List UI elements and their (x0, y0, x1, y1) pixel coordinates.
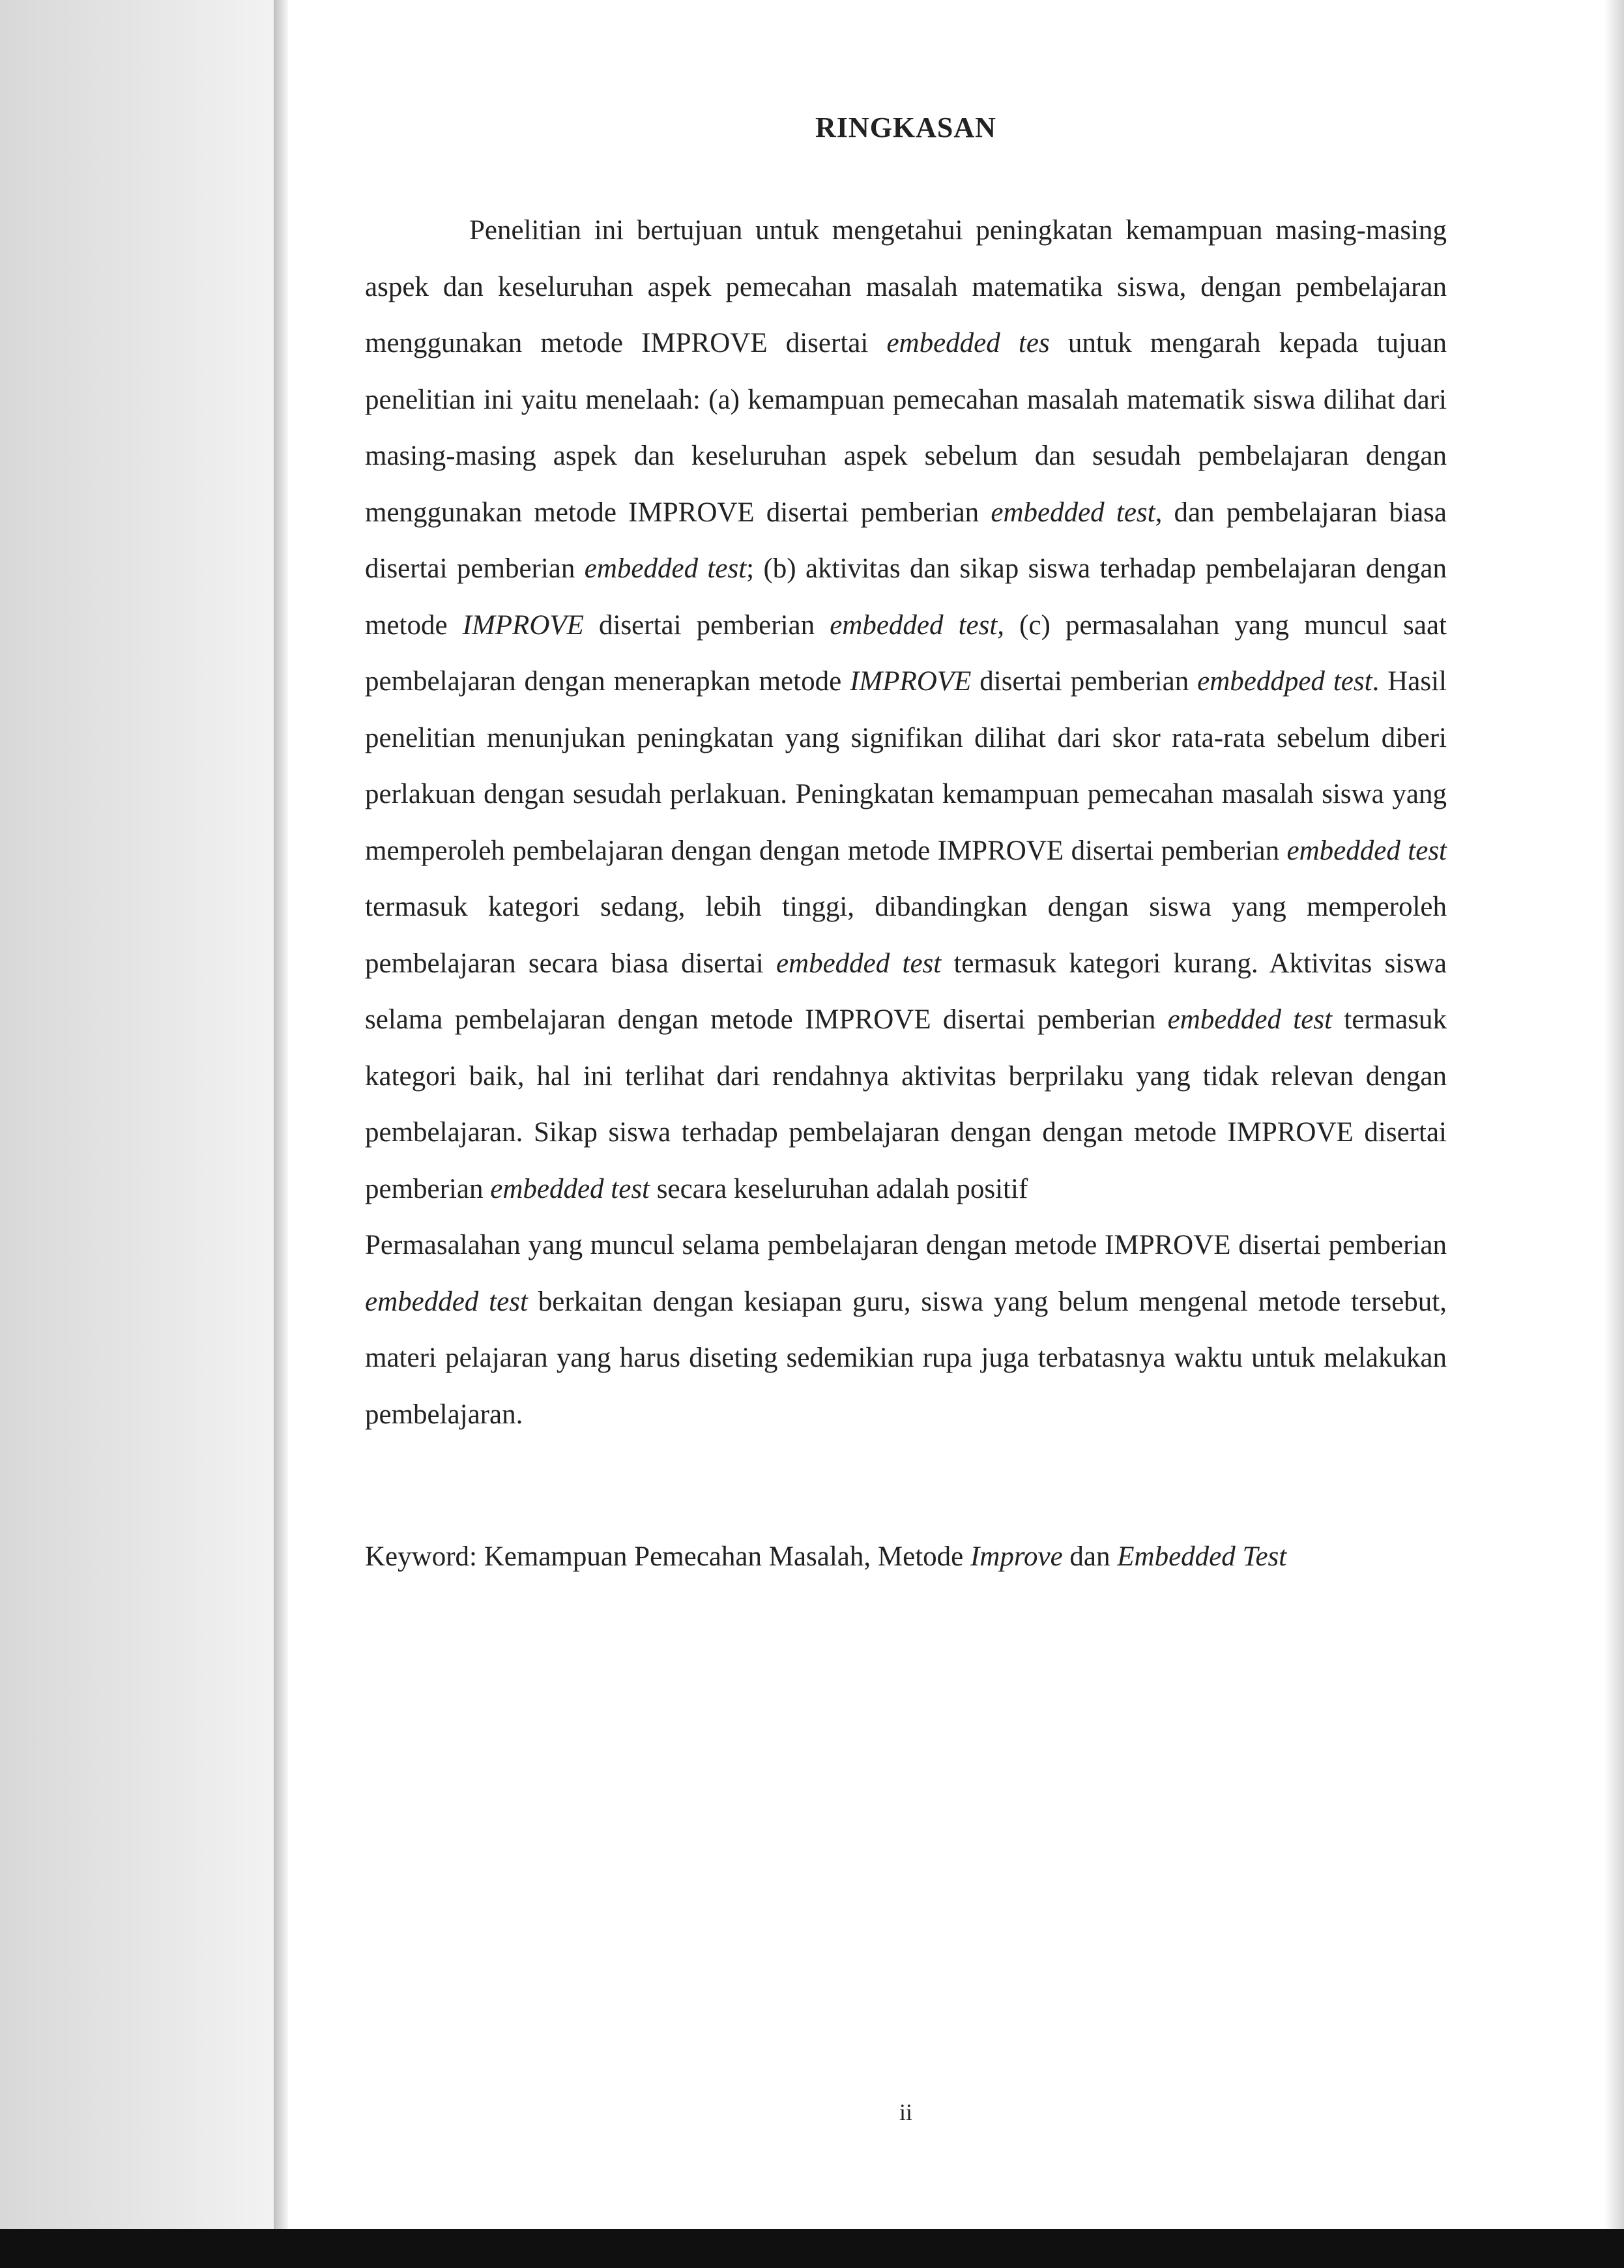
text-run: disertai pemberian (583, 609, 830, 641)
text-run: embedded test (776, 948, 942, 979)
keywords-text-2: dan (1062, 1541, 1118, 1572)
text-run: untuk mengarah kepada tujuan penelitian ini yaitu menelaah: (a) kemampuan pemecahan masalah matematik siswa dilihat dari masing-masing aspek dan keseluruhan aspek sebelum dan sesudah pembelajaran dengan menggunakan metode IMPROVE disertai pemberian (365, 328, 1447, 528)
text-run: embedded test (584, 553, 747, 584)
text-run: embedded test (365, 1286, 528, 1317)
text-run: (c) permasalahan yang muncul saat pembelajaran dengan menerapkan metode (365, 609, 1447, 697)
text-run: Penelitian ini bertujuan untuk mengetahui peningkatan kemampuan masing-masing aspek dan keseluruhan aspek pemecahan masalah matematika siswa, dengan pembelajaran menggunakan metode IMPROVE disertai (365, 215, 1447, 358)
scan-bottom-edge (0, 2229, 1624, 2268)
keywords-line (365, 1541, 1447, 1573)
text-run: termasuk kategori sedang, lebih tinggi, dibandingkan dengan siswa yang memperoleh pembelajaran secara biasa disertai (365, 892, 1447, 979)
text-run: . Hasil penelitian menunjukan peningkatan yang signifikan dilihat dari skor rata-rata sebelum diberi perlakuan dengan sesudah perlakuan. Peningkatan kemampuan pemecahan masalah siswa yang memperoleh pembelajaran dengan dengan metode IMPROVE disertai pemberian (365, 666, 1447, 866)
keywords-text-1: Kemampuan Pemecahan Masalah, Metode (476, 1541, 970, 1572)
abstract-body (365, 203, 1447, 1443)
text-run: secara keseluruhan adalah positif (650, 1173, 1028, 1204)
scan-right-edge (1604, 0, 1624, 2229)
keywords-italic-2: Embedded Test (1117, 1541, 1287, 1572)
text-run: embeddped test (1197, 666, 1372, 697)
text-run: IMPROVE (850, 666, 972, 697)
abstract-paragraph-2 (365, 1217, 1447, 1443)
text-run: embedded test, (830, 609, 1005, 641)
abstract-paragraph-1 (365, 203, 1447, 1217)
text-run: Permasalahan yang muncul selama pembelajaran dengan metode IMPROVE disertai pemberian (365, 1230, 1447, 1260)
keywords-italic-1: Improve (970, 1541, 1063, 1572)
text-run: termasuk kategori kurang. Aktivitas siswa selama pembelajaran dengan metode IMPROVE disertai pemberian (365, 948, 1447, 1035)
text-run: termasuk kategori baik, hal ini terlihat dari rendahnya aktivitas berprilaku yang tidak relevan dengan pembelajaran. Sikap siswa terhadap pembelajaran dengan dengan metode IMPROVE disertai pemberian (365, 1004, 1447, 1204)
text-run: berkaitan dengan kesiapan guru, siswa yang belum mengenal metode tersebut, materi pelajaran yang harus diseting sedemikian rupa juga terbatasnya waktu untuk melakukan pembelajaran. (365, 1286, 1447, 1430)
text-run: embedded test (1286, 835, 1447, 866)
text-run: disertai pemberian (971, 666, 1198, 697)
scan-left-margin (0, 0, 280, 2229)
text-run: embedded test (1167, 1004, 1333, 1035)
document-page (365, 111, 1447, 2131)
text-run: IMPROVE (462, 609, 584, 641)
text-run: ; (b) aktivitas dan sikap siswa terhadap pembelajaran dengan metode (365, 553, 1447, 641)
text-run: embedded test (991, 497, 1155, 528)
keywords-label: Keyword: (365, 1541, 477, 1572)
page-number: ii (899, 2099, 912, 2125)
text-run: embedded tes (886, 328, 1050, 358)
text-run: , dan pembelajaran biasa disertai pemberian (365, 497, 1447, 584)
page-title: RINGKASAN (815, 111, 996, 143)
text-run: embedded test (490, 1173, 650, 1204)
scan-binding-fold (274, 0, 288, 2229)
